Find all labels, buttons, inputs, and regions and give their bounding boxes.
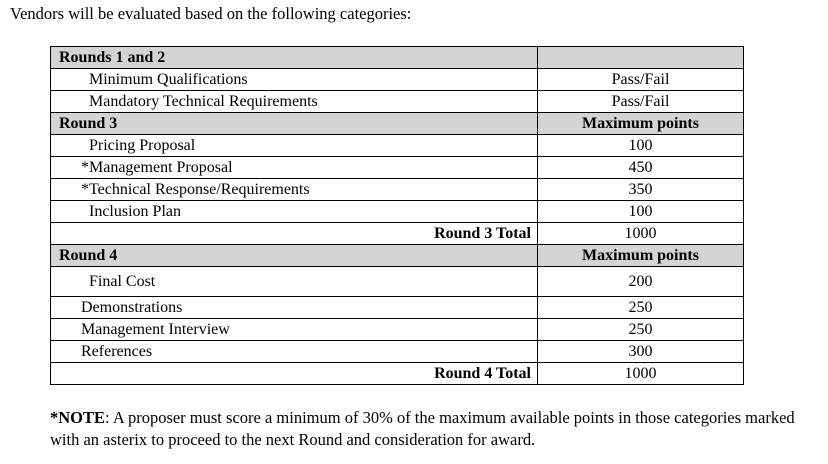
criterion-label: Inclusion Plan	[51, 201, 538, 223]
criterion-label: Management Interview	[51, 319, 538, 341]
criterion-value: 350	[538, 179, 744, 201]
evaluation-criteria-table	[50, 46, 744, 385]
criterion-label: Demonstrations	[51, 297, 538, 319]
table-row	[51, 297, 744, 319]
criterion-value: 100	[538, 135, 744, 157]
table-row	[51, 223, 744, 245]
table-row	[51, 363, 744, 385]
section-header-label: Round 3	[51, 113, 538, 135]
footnote-body: : A proposer must score a minimum of 30% of the maximum available points in those categories marked with an asterix to proceed to the next Round and consideration for award.	[50, 408, 795, 449]
criterion-value: Pass/Fail	[538, 69, 744, 91]
criterion-label: References	[51, 341, 538, 363]
intro-paragraph: Vendors will be evaluated based on the following categories:	[10, 4, 412, 23]
table-row	[51, 113, 744, 135]
criterion-value: 100	[538, 201, 744, 223]
footnote-prefix: *NOTE	[50, 408, 106, 427]
criterion-value: 200	[538, 267, 744, 297]
evaluation-table-container	[50, 46, 743, 385]
criterion-label: Pricing Proposal	[51, 135, 538, 157]
total-row-label: Round 3 Total	[51, 223, 538, 245]
table-row	[51, 47, 744, 69]
table-row	[51, 341, 744, 363]
criterion-label: *Management Proposal	[51, 157, 538, 179]
criterion-value: 250	[538, 319, 744, 341]
table-row	[51, 267, 744, 297]
table-row	[51, 91, 744, 113]
evaluation-table-body	[51, 47, 744, 385]
total-row-value: 1000	[538, 363, 744, 385]
table-row	[51, 319, 744, 341]
table-row	[51, 157, 744, 179]
criterion-value: 300	[538, 341, 744, 363]
footnote	[50, 407, 825, 451]
table-row	[51, 135, 744, 157]
criterion-value: 250	[538, 297, 744, 319]
criterion-value: 450	[538, 157, 744, 179]
total-row-value: 1000	[538, 223, 744, 245]
total-row-label: Round 4 Total	[51, 363, 538, 385]
criterion-label: *Technical Response/Requirements	[51, 179, 538, 201]
table-row	[51, 245, 744, 267]
table-row	[51, 69, 744, 91]
table-row	[51, 201, 744, 223]
criterion-label: Final Cost	[51, 267, 538, 297]
criterion-label: Mandatory Technical Requirements	[51, 91, 538, 113]
criterion-label: Minimum Qualifications	[51, 69, 538, 91]
section-header-value: Maximum points	[538, 245, 744, 267]
section-header-value: Maximum points	[538, 113, 744, 135]
table-row	[51, 179, 744, 201]
criterion-value: Pass/Fail	[538, 91, 744, 113]
section-header-label: Rounds 1 and 2	[51, 47, 538, 69]
section-header-label: Round 4	[51, 245, 538, 267]
section-header-value	[538, 47, 744, 69]
